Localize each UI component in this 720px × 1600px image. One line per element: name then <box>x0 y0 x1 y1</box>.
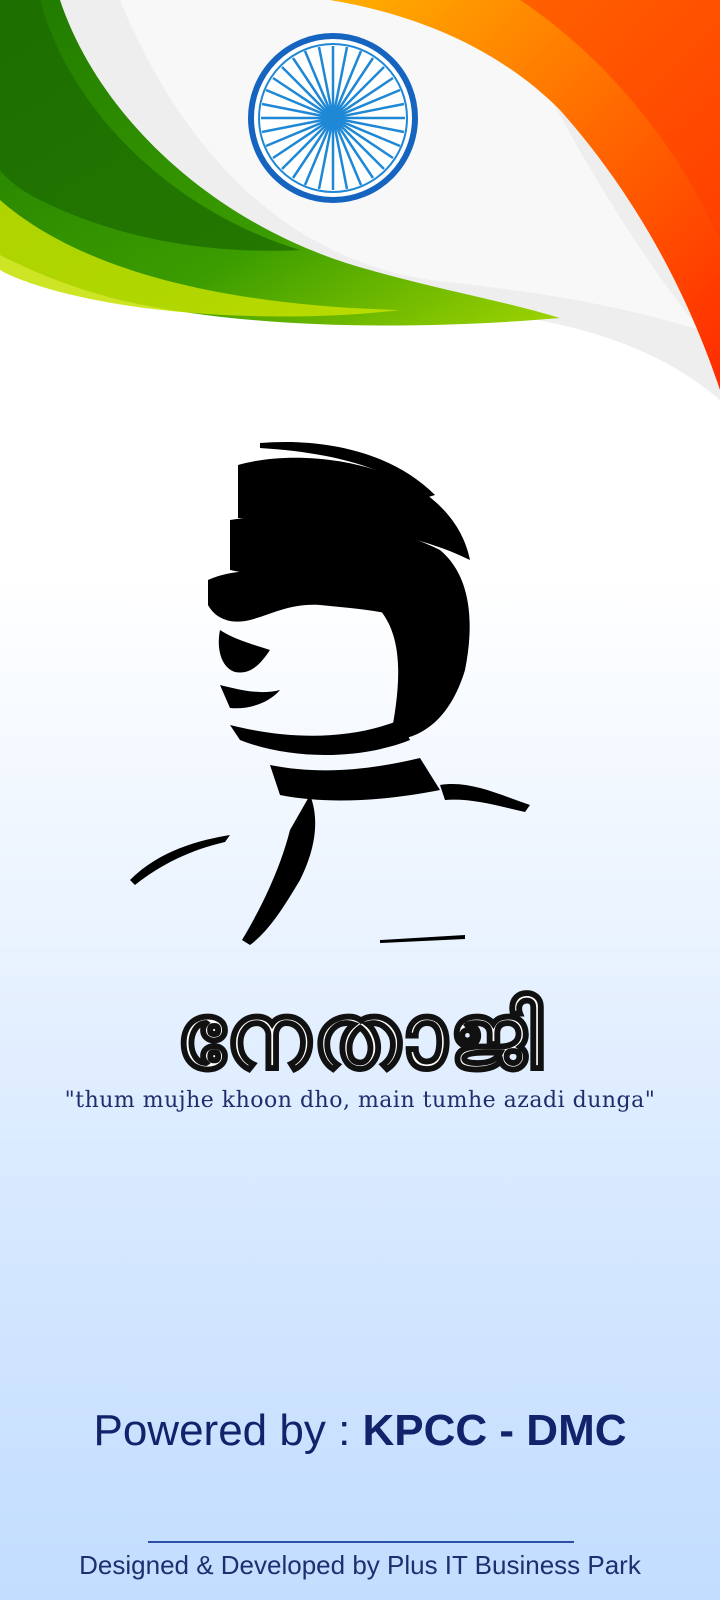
developer-credit: Designed & Developed by Plus IT Business Park <box>79 1550 641 1580</box>
ashoka-chakra-icon <box>251 36 415 200</box>
netaji-portrait-image <box>120 440 550 960</box>
app-title-malayalam: നേതാജി <box>175 983 545 1090</box>
powered-by-org: KPCC - DMC <box>362 1406 627 1455</box>
indian-flag-wave-image <box>0 0 720 430</box>
netaji-quote: "thum mujhe khoon dho, main tumhe azadi dunga" <box>64 1088 656 1113</box>
powered-by-line <box>0 1406 720 1456</box>
powered-by-label: Powered by : <box>93 1406 363 1455</box>
footer-divider <box>148 1541 574 1543</box>
